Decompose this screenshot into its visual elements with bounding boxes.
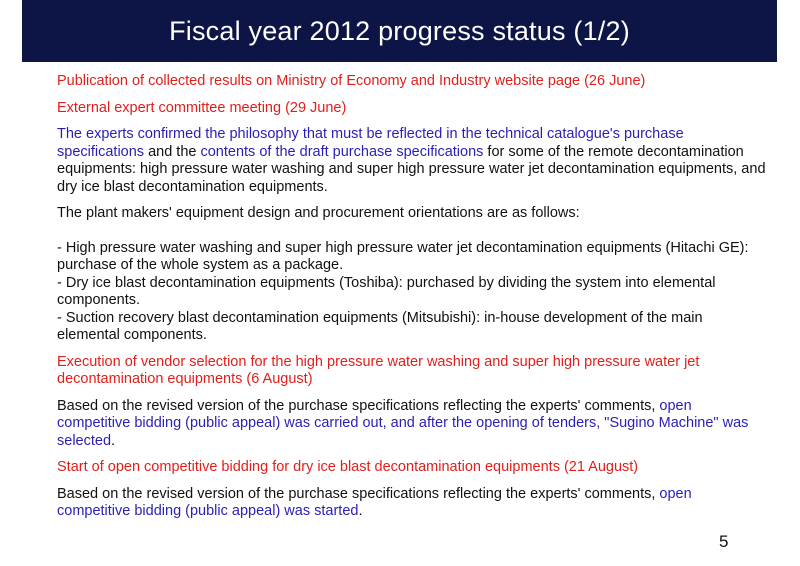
item4-paragraph bbox=[57, 486, 767, 521]
item4-s2: open competitive bidding (public appeal) was started bbox=[57, 485, 692, 519]
item2-paragraph1 bbox=[57, 126, 767, 196]
item4-s1: Based on the revised version of the purchase specifications reflecting the experts' comments, bbox=[57, 485, 660, 502]
slide-body bbox=[57, 68, 767, 521]
item3-s1: Based on the revised version of the purchase specifications reflecting the experts' comments, bbox=[57, 397, 660, 414]
bullet-hitachi: - High pressure water washing and super high pressure water jet decontamination equipments (Hitachi GE): purchase of the whole system as a package. bbox=[57, 239, 749, 273]
item3-s2: open competitive bidding (public appeal) was carried out, and after the opening of tenders, "Sugino Machine" was selected bbox=[57, 397, 749, 449]
item1-heading: Publication of collected results on Ministry of Economy and Industry website page (26 June) bbox=[57, 73, 646, 89]
title-bar bbox=[22, 0, 777, 62]
bullet-toshiba: - Dry ice blast decontamination equipments (Toshiba): purchased by dividing the system into elemental components. bbox=[57, 274, 716, 308]
item3-s3: . bbox=[111, 432, 116, 449]
item2-p1-s2: and the bbox=[144, 143, 201, 160]
item3-paragraph bbox=[57, 398, 767, 451]
slide-title: Fiscal year 2012 progress status (1/2) bbox=[169, 15, 630, 46]
item3-heading: Execution of vendor selection for the high pressure water washing and super high pressure water jet decontamination equipments (6 August) bbox=[57, 353, 700, 387]
item2-p1-s4: for some of the remote decontamination equipments: high pressure water washing and super high pressure water jet decontamination equipments, and dry ice blast decontamination equipments. bbox=[57, 143, 766, 195]
page-number: 5 bbox=[719, 532, 729, 551]
item4-s3: . bbox=[358, 503, 363, 519]
item2-heading: External expert committee meeting (29 June) bbox=[57, 99, 347, 116]
item2-paragraph2: The plant makers' equipment design and procurement orientations are as follows: bbox=[57, 205, 580, 221]
item4-heading: Start of open competitive bidding for dry ice blast decontamination equipments (21 August) bbox=[57, 459, 639, 475]
item2-p1-s3: contents of the draft purchase specifications bbox=[200, 143, 484, 160]
item2-p1-s1: The experts confirmed the philosophy that must be reflected in the technical catalogue's purchase specifications bbox=[57, 126, 684, 160]
bullet-mitsubishi: - Suction recovery blast decontamination equipments (Mitsubishi): in-house development of the main elemental components. bbox=[57, 309, 703, 343]
